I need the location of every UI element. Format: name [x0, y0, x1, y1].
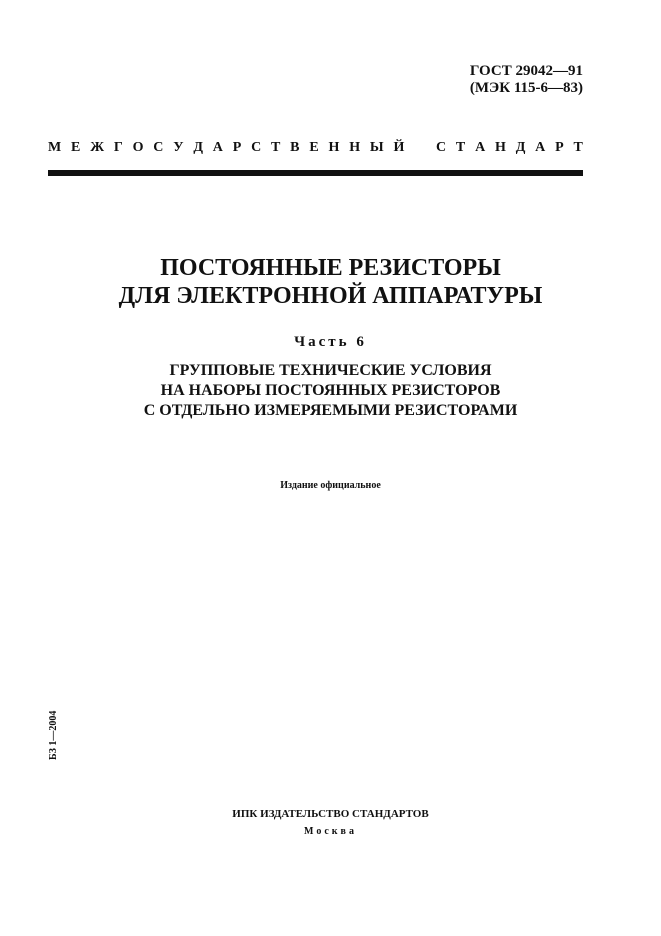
title-line-1: ПОСТОЯННЫЕ РЕЗИСТОРЫ: [160, 255, 501, 281]
header-letter: Ж: [90, 140, 105, 155]
header-letter: Г: [113, 140, 123, 155]
city: Москва: [304, 826, 357, 837]
interstate-standard-header: [48, 140, 583, 156]
title-line-2: ДЛЯ ЭЛЕКТРОННОЙ АППАРАТУРЫ: [118, 283, 543, 309]
header-letter: Н: [495, 140, 506, 155]
header-letter: Н: [328, 140, 340, 155]
header-letter: Т: [573, 140, 583, 155]
header-letter: [414, 140, 426, 156]
subtitle-line-1: ГРУППОВЫЕ ТЕХНИЧЕСКИЕ УСЛОВИЯ: [169, 362, 492, 379]
subtitle-line-3: С ОТДЕЛЬНО ИЗМЕРЯЕМЫМИ РЕЗИСТОРАМИ: [143, 402, 518, 419]
header-letter: Т: [455, 140, 466, 155]
header-letter: Е: [309, 140, 319, 155]
part-label: Часть 6: [294, 334, 367, 350]
header-letter: У: [173, 140, 184, 155]
header-letter: М: [48, 140, 62, 155]
standard-code: [470, 63, 583, 97]
header-letter: Е: [71, 140, 81, 155]
header-letter: А: [212, 140, 223, 155]
header-rule: [48, 170, 583, 176]
header-letter: О: [132, 140, 144, 155]
edition-label: Издание официальное: [280, 480, 381, 491]
header-letter: Р: [555, 140, 564, 155]
header-letter: Р: [232, 140, 242, 155]
header-letter: Д: [515, 140, 526, 155]
header-letter: С: [251, 140, 262, 155]
header-letter: Й: [393, 140, 405, 155]
iec-number: (МЭК 115-6—83): [469, 80, 583, 96]
side-note: БЗ 1—2004: [48, 710, 59, 760]
header-letter: Д: [193, 140, 203, 155]
gost-number: ГОСТ 29042—91: [469, 63, 583, 79]
publisher: ИПК ИЗДАТЕЛЬСТВО СТАНДАРТОВ: [232, 808, 429, 820]
document-title: [0, 254, 661, 310]
document-subtitle: [0, 361, 661, 421]
header-letter: С: [153, 140, 164, 155]
header-letter: Ы: [369, 140, 384, 155]
header-letter: Т: [271, 140, 281, 155]
header-letter: А: [535, 140, 546, 155]
header-letter: Н: [349, 140, 361, 155]
subtitle-line-2: НА НАБОРЫ ПОСТОЯННЫХ РЕЗИСТОРОВ: [160, 382, 501, 399]
header-letter: С: [435, 140, 447, 155]
header-letter: В: [290, 140, 300, 155]
header-letter: А: [475, 140, 486, 155]
